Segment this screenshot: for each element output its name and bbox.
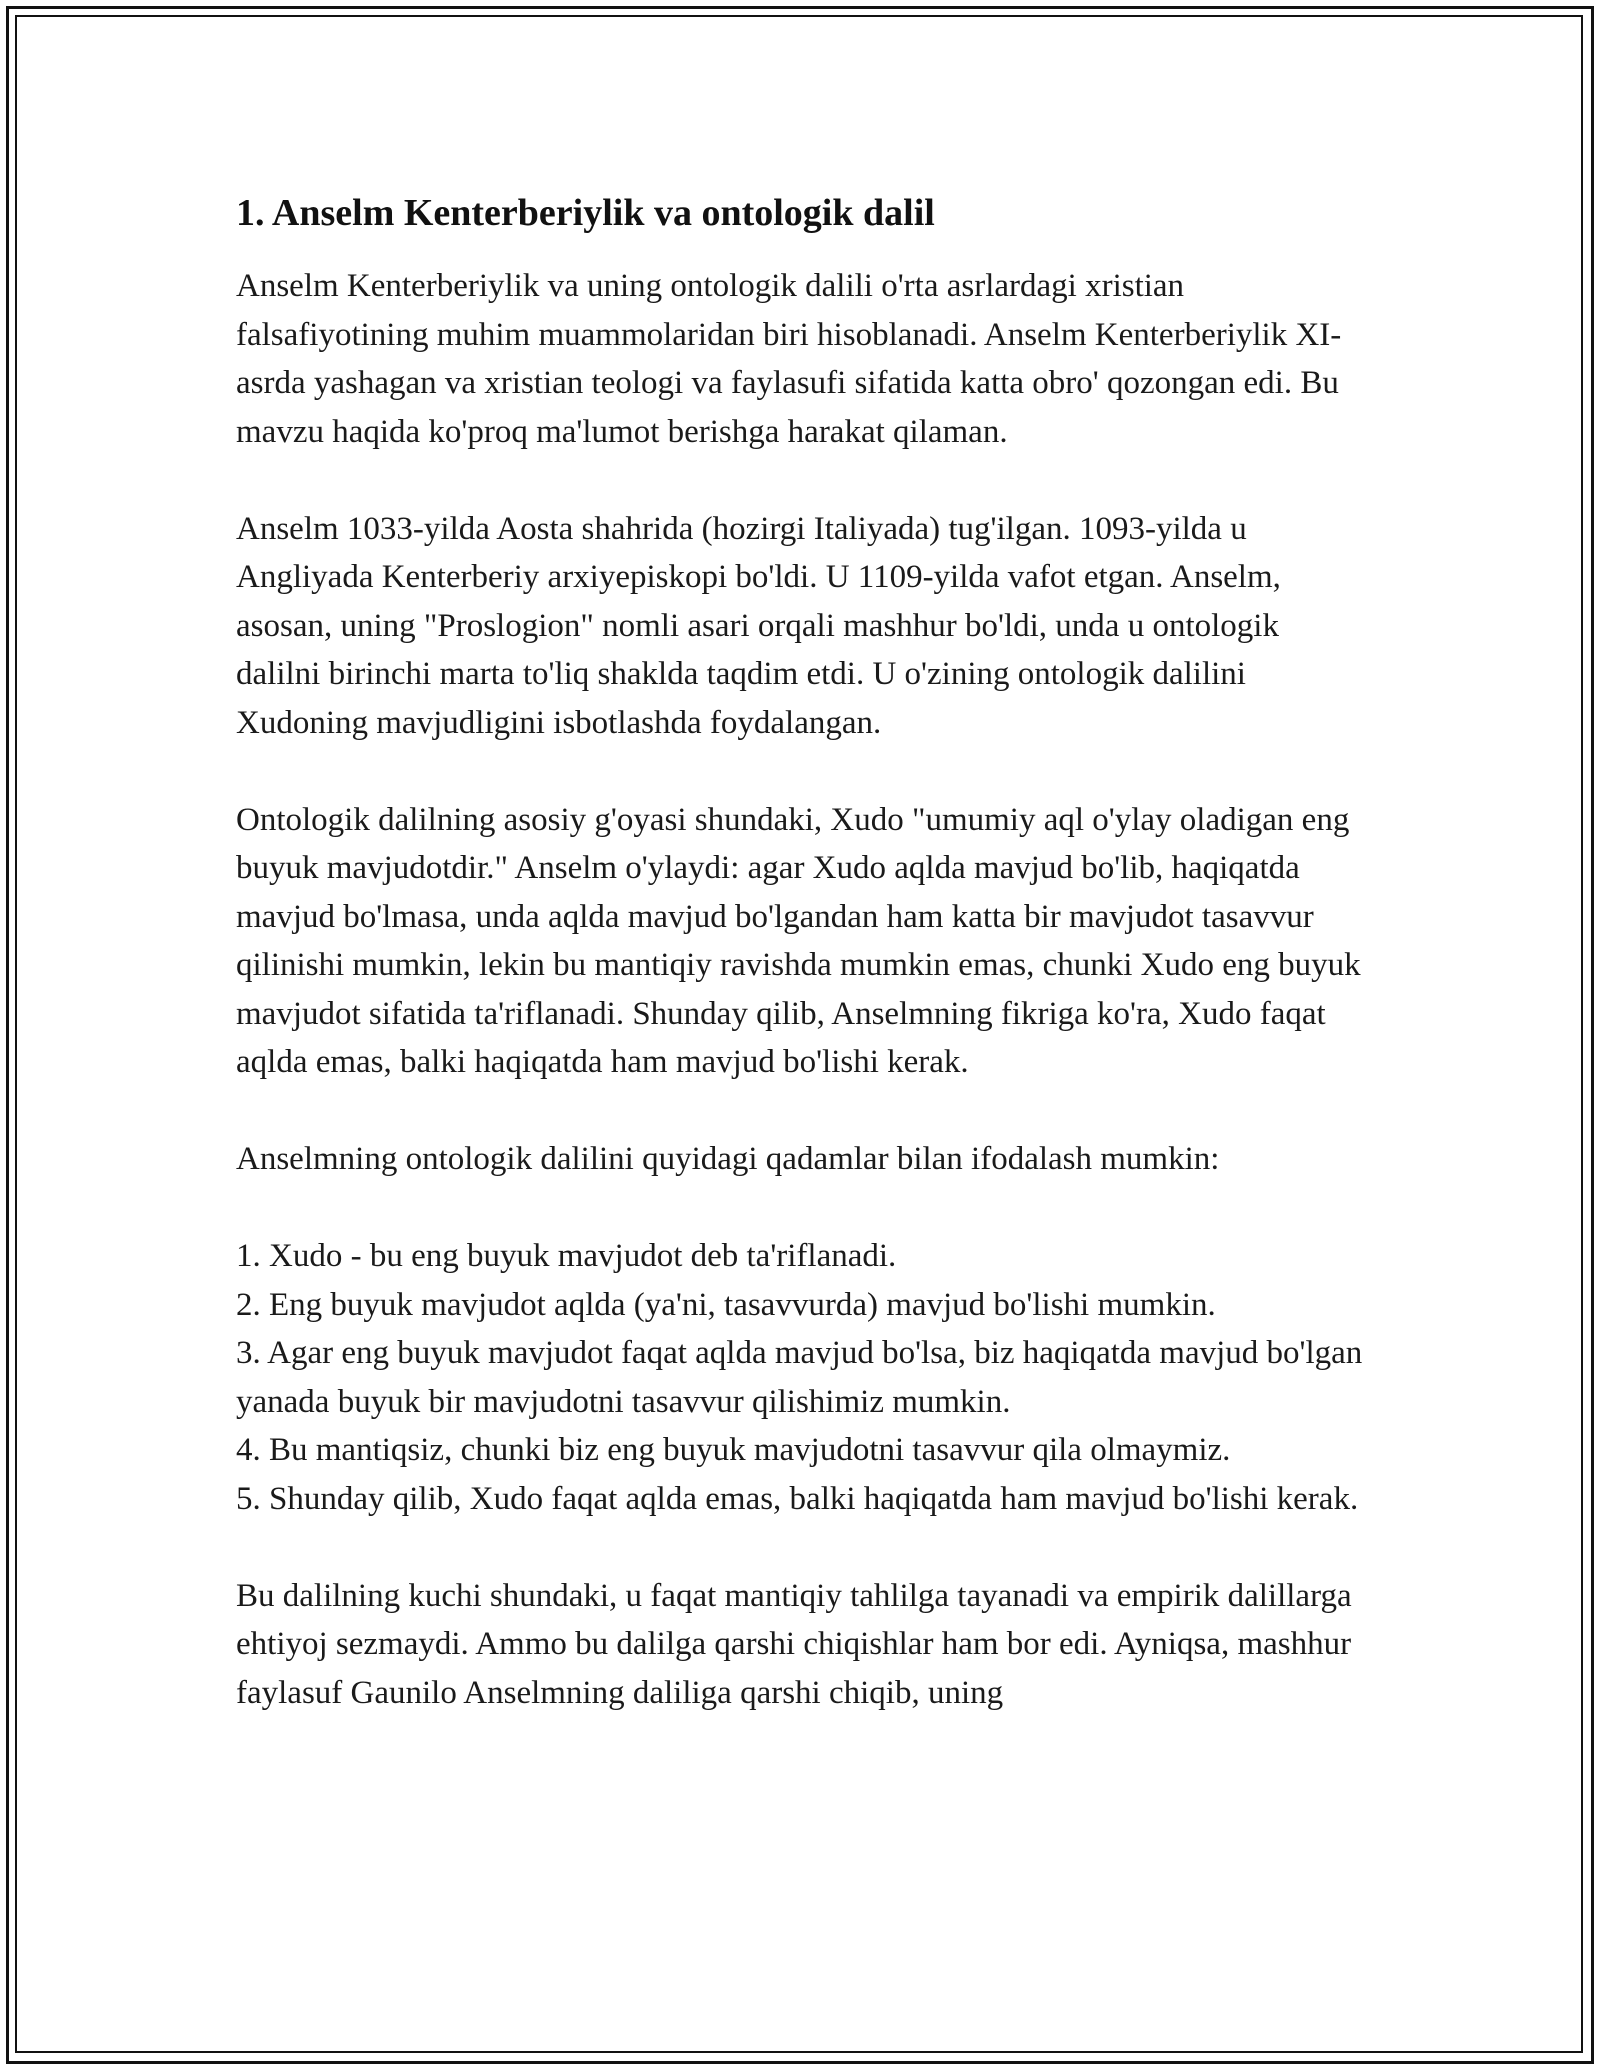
argument-step: 4. Bu mantiqsiz, chunki biz eng buyuk mavjudotni tasavvur qila olmaymiz. xyxy=(236,1432,1231,1468)
argument-step: 5. Shunday qilib, Xudo faqat aqlda emas, balki haqiqatda ham mavjud bo'lishi kerak. xyxy=(236,1480,1359,1517)
paragraph-biography: Anselm 1033-yilda Aosta shahrida (hozirgi Italiyada) tug'ilgan. 1093-yilda u Angliyada Kenterberiy arxiyepiskopi bo'ldi. U 1109-yilda vafot etgan. Anselm, asosan, uning "Proslogion" nomli asari orqali mashhur bo'ldi, unda u ontologik dalilni birinchi marta to'liq shaklda taqdim etdi. U o'zining ontologik dalilini Xudoning mavjudligini isbotlashda foydalangan. xyxy=(236,510,1290,741)
section-heading: 1. Anselm Kenterberiylik va ontologik dalil xyxy=(236,192,935,234)
paragraph-closing: Bu dalilning kuchi shundaki, u faqat mantiqiy tahlilga tayanadi va empirik dalillarga ehtiyoj sezmaydi. Ammo bu dalilga qarshi chiqishlar ham bor edi. Ayniqsa, mashhur faylasuf Gaunilo Anselmning daliliga qarshi chiqib, uning xyxy=(236,1577,1360,1711)
document-body xyxy=(236,188,1369,1766)
argument-step: 1. Xudo - bu eng buyuk mavjudot deb ta'riflanadi. xyxy=(236,1238,897,1274)
paragraph-steps-intro: Anselmning ontologik dalilini quyidagi qadamlar bilan ifodalash mumkin: xyxy=(236,1141,1220,1177)
paragraph-intro: Anselm Kenterberiylik va uning ontologik dalili o'rta asrlardagi xristian falsafiyotining muhim muammolaridan biri hisoblanadi. Anselm Kenterberiylik XI-asrda yashagan va xristian teologi va faylasufi sifatida katta obro' qozongan edi. Bu mavzu haqida ko'proq ma'lumot berishga harakat qilaman. xyxy=(236,268,1348,450)
paragraph-main-idea: Ontologik dalilning asosiy g'oyasi shundaki, Xudo "umumiy aql o'ylay oladigan eng buyuk mavjudotdir." Anselm o'ylaydi: agar Xudo aqlda mavjud bo'lib, haqiqatda mavjud bo'lmasa, unda aqlda mavjud bo'lgandan ham katta bir mavjudot tasavvur qilinishi mumkin, lekin bu mantiqiy ravishda mumkin emas, chunki Xudo eng buyuk mavjudot sifatida ta'riflanadi. Shunday qilib, Anselmning fikriga ko'ra, Xudo faqat aqlda emas, balki haqiqatda ham mavjud bo'lishi kerak. xyxy=(236,801,1369,1080)
argument-steps-list xyxy=(236,1232,1366,1523)
argument-step: 2. Eng buyuk mavjudot aqlda (ya'ni, tasavvurda) mavjud bo'lishi mumkin. xyxy=(236,1286,1216,1323)
argument-step: 3. Agar eng buyuk mavjudot faqat aqlda mavjud bo'lsa, biz haqiqatda mavjud bo'lgan yanada buyuk bir mavjudotni tasavvur qilishimiz mumkin. xyxy=(236,1335,1363,1420)
